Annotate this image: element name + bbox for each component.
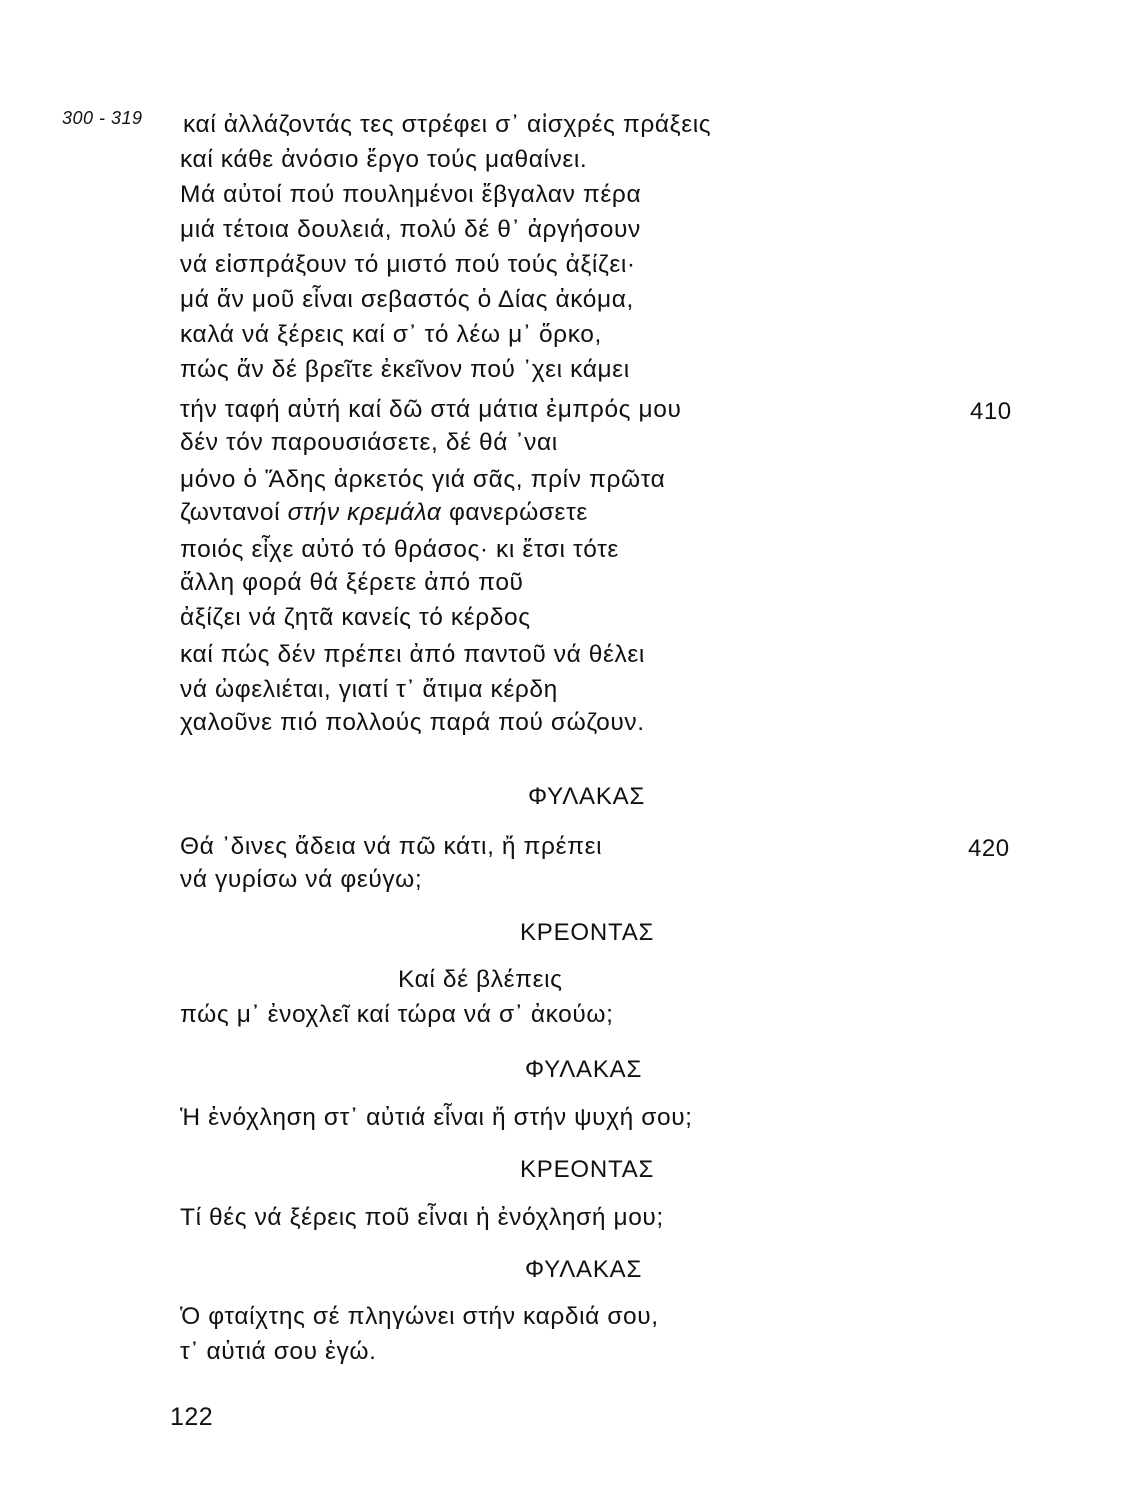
page-number: 122: [170, 1403, 214, 1431]
dialogue-line: νά γυρίσω νά φεύγω;: [180, 866, 423, 893]
line-number: 410: [970, 398, 1012, 425]
verse-line: καί πώς δέν πρέπει ἀπό παντοῦ νά θέλει: [180, 641, 645, 668]
speaker-name: ΦΥΛΑΚΑΣ: [528, 783, 646, 810]
verse-line: πώς ἄν δέ βρεῖτε ἐκεῖνον πού ᾽χει κάμει: [180, 356, 630, 383]
verse-line: χαλοῦνε πιό πολλούς παρά πού σώζουν.: [180, 709, 645, 736]
verse-line: μιά τέτοια δουλειά, πολύ δέ θ᾽ ἀργήσουν: [180, 216, 641, 243]
verse-line: ποιός εἶχε αὐτό τό θράσος· κι ἔτσι τότε: [180, 536, 619, 563]
dialogue-line: Τί θές νά ξέρεις ποῦ εἶναι ἡ ἐνόχλησή μου;: [180, 1204, 664, 1231]
verse-line: καί ἀλλάζοντάς τες στρέφει σ᾽ αἰσχρές πράξεις: [183, 111, 712, 138]
verse-line: ἄλλη φορά θά ξέρετε ἀπό ποῦ: [180, 569, 524, 596]
dialogue-line: Ὁ φταίχτης σέ πληγώνει στήν καρδιά σου,: [180, 1303, 659, 1330]
speaker-name: ΚΡΕΟΝΤΑΣ: [520, 919, 655, 946]
verse-fragment: φανερώσετε: [448, 499, 588, 526]
verse-line: νά ὠφελιέται, γιατί τ᾽ ἄτιμα κέρδη: [180, 676, 558, 703]
dialogue-line: πώς μ᾽ ἐνοχλεῖ καί τώρα νά σ᾽ ἀκούω;: [180, 1001, 614, 1028]
verse-line: Μά αὐτοί πού πουλημένοι ἔβγαλαν πέρα: [180, 181, 642, 208]
verse-line: νά εἰσπράξουν τό μιστό πού τούς ἀξίζει·: [180, 251, 636, 278]
speaker-name: ΚΡΕΟΝΤΑΣ: [520, 1156, 655, 1183]
line-number: 420: [968, 835, 1010, 862]
verse-line: ἀξίζει νά ζητᾶ κανείς τό κέρδος: [180, 604, 531, 631]
dialogue-line: Ἡ ἐνόχληση στ᾽ αὐτιά εἶναι ἤ στήν ψυχή σου;: [180, 1104, 693, 1131]
verse-line: καλά νά ξέρεις καί σ᾽ τό λέω μ᾽ ὅρκο,: [180, 321, 602, 348]
verse-line: τήν ταφή αὐτή καί δῶ στά μάτια ἐμπρός μου: [180, 396, 682, 423]
speaker-name: ΦΥΛΑΚΑΣ: [525, 1056, 643, 1083]
emphasized-phrase: στήν κρεμάλα: [287, 499, 442, 526]
dialogue-line: Θά ᾽δινες ἄδεια νά πῶ κάτι, ἤ πρέπει: [180, 833, 603, 860]
verse-line-with-emphasis: [180, 498, 588, 528]
verse-line: μόνο ὁ Ἅδης ἀρκετός γιά σᾶς, πρίν πρῶτα: [180, 466, 666, 493]
verse-line: καί κάθε ἀνόσιο ἔργο τούς μαθαίνει.: [180, 146, 588, 173]
verse-line: μά ἄν μοῦ εἶναι σεβαστός ὁ Δίας ἀκόμα,: [180, 286, 634, 313]
dialogue-line: τ᾽ αὐτιά σου ἐγώ.: [180, 1338, 377, 1365]
dialogue-line: Καί δέ βλέπεις: [398, 966, 563, 993]
speaker-name: ΦΥΛΑΚΑΣ: [525, 1256, 643, 1283]
verse-line: δέν τόν παρουσιάσετε, δέ θά ᾽ναι: [180, 429, 558, 456]
verse-fragment: ζωντανοί: [180, 499, 281, 526]
margin-reference: 300 - 319: [62, 108, 143, 128]
